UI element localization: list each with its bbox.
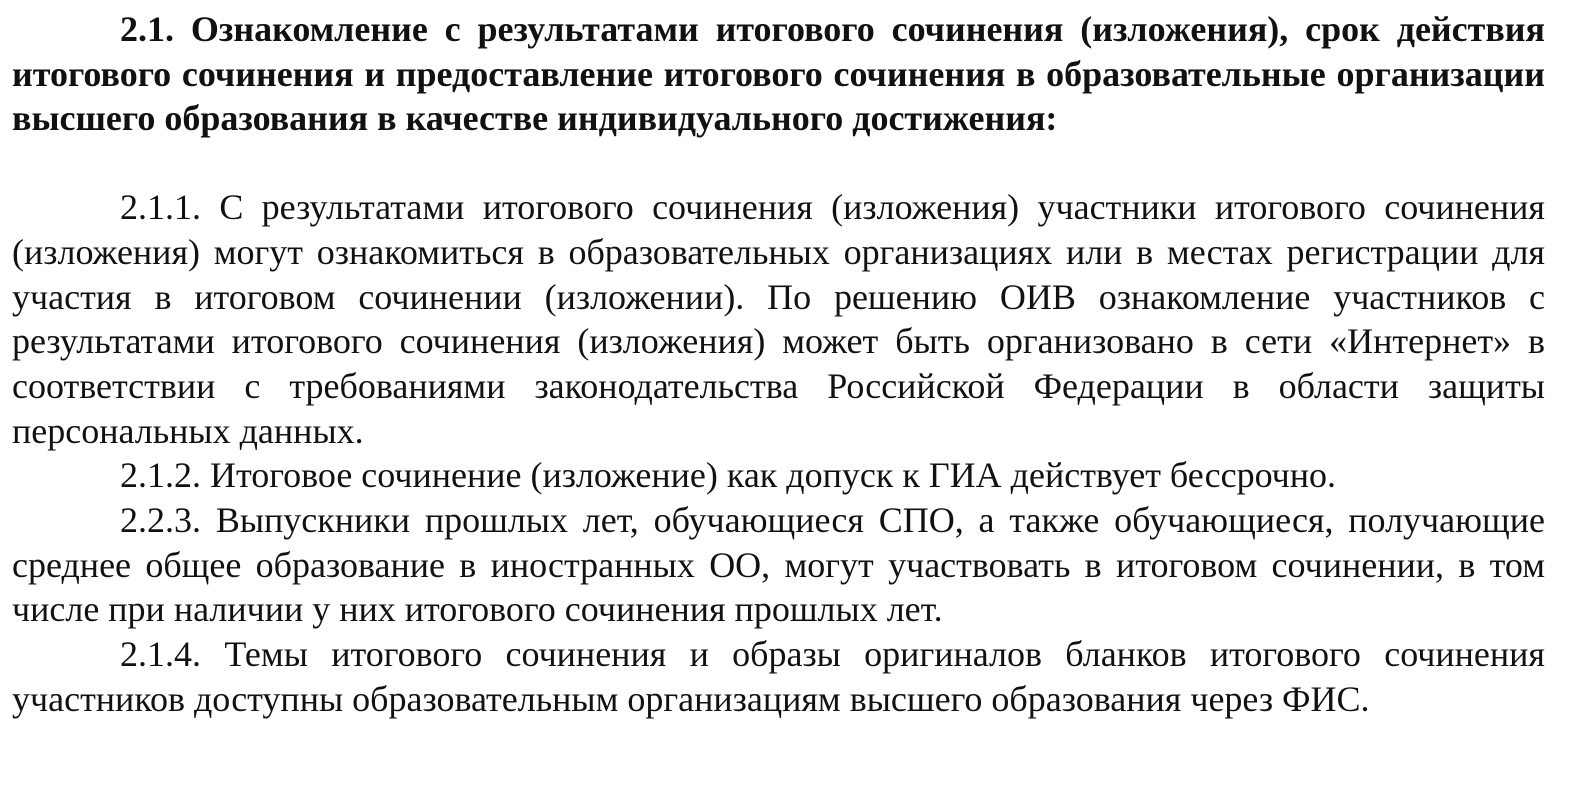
spacer [12,141,1545,185]
paragraph-2-1-1: 2.1.1. С результатами итогового сочинения (изложения) участники итогового сочинения (изложения) могут ознакомиться в образовательных организациях или в местах регистрации для участия в итоговом сочинении (изложении). По решению ОИВ ознакомление участников с результатами итогового сочинения (изложения) может быть организовано в сети «Интернет» в соответствии с требованиями законодательства Российской Федерации в области защиты персональных данных. [12,187,1545,451]
section-heading: 2.1. Ознакомление с результатами итогового сочинения (изложения), срок действия итогового сочинения и предоставление итогового сочинения в образовательные организации высшего образования в качестве индивидуального достижения: [12,9,1545,139]
paragraph-2-1-4: 2.1.4. Темы итогового сочинения и образы оригиналов бланков итогового сочинения участников доступны образовательным организациям высшего образования через ФИС. [12,634,1545,719]
paragraph-2-1-2: 2.1.2. Итоговое сочинение (изложение) как допуск к ГИА действует бессрочно. [120,455,1337,496]
paragraph-2-2-3: 2.2.3. Выпускники прошлых лет, обучающиеся СПО, а также обучающиеся, получающие среднее общее образование в иностранных ОО, могут участвовать в итоговом сочинении, в том числе при наличии у них итогового сочинения прошлых лет. [12,500,1545,630]
document-page [12,7,1545,722]
